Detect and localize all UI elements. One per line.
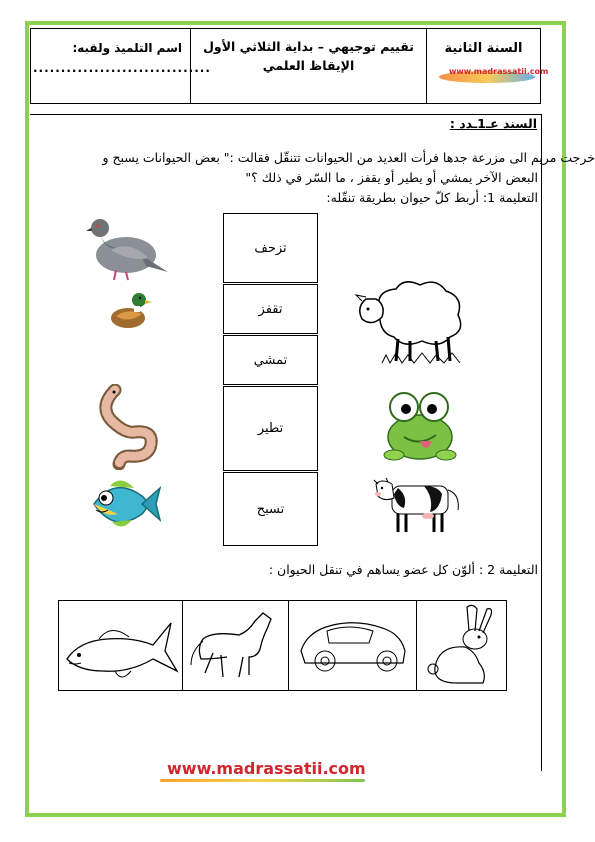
student-name-field[interactable]: ................................ bbox=[33, 61, 211, 75]
worm-image bbox=[95, 384, 163, 470]
fish-image bbox=[84, 474, 162, 536]
rabbit-outline bbox=[417, 601, 505, 690]
movement-box-walk[interactable]: تمشي bbox=[223, 335, 318, 385]
instruction-2: التعليمة 2 : ألوّن كل عضو يساهم في تنقل الحيوان : bbox=[268, 562, 538, 577]
subject-title: الإيقاظ العلمي bbox=[262, 58, 355, 73]
header-table bbox=[30, 28, 549, 104]
sanad-heading: السند عـ1ـدد : bbox=[449, 116, 537, 131]
frog-image bbox=[380, 385, 460, 465]
grade-cell bbox=[427, 29, 549, 103]
duck-image bbox=[106, 290, 152, 330]
sheep-image bbox=[352, 271, 470, 369]
movement-box-crawl[interactable]: تزحف bbox=[223, 213, 318, 283]
horse-outline bbox=[183, 601, 287, 690]
footer-site[interactable]: www.madrassatii.com bbox=[167, 759, 366, 778]
cow-image bbox=[372, 474, 468, 538]
rabbit-outline-cell[interactable] bbox=[417, 601, 506, 690]
pigeon-image bbox=[86, 210, 168, 282]
movement-box-swim[interactable]: تسبح bbox=[223, 472, 318, 546]
fish-outline bbox=[59, 601, 181, 690]
coloring-strip bbox=[58, 600, 507, 691]
horse-outline-cell[interactable] bbox=[183, 601, 289, 690]
margin-line bbox=[541, 114, 542, 771]
exam-title: تقييم توجيهي – بداية الثلاثي الأول bbox=[203, 39, 414, 54]
madrassatii-logo bbox=[439, 63, 549, 85]
student-name-label: اسم التلميذ ولقبه: bbox=[72, 41, 182, 55]
paragraph-line-2: البعض الآخر يمشي أو يطير أو يقفز ، ما السّر في ذلك ؟" bbox=[245, 170, 538, 185]
movement-box-jump[interactable]: تقفز bbox=[223, 284, 318, 334]
divider-line bbox=[30, 114, 541, 115]
movement-box-fly[interactable]: تطير bbox=[223, 386, 318, 471]
paragraph-line-1: خرجت مريم الى مزرعة جدها فرأت العديد من الحيوانات تتنقّل فقالت :" بعض الحيوانات يسبح و bbox=[102, 150, 595, 165]
car-outline-cell[interactable] bbox=[289, 601, 417, 690]
car-outline bbox=[289, 601, 415, 690]
footer-underline bbox=[160, 779, 365, 782]
fish-outline-cell[interactable] bbox=[59, 601, 183, 690]
logo-text: www.madrassatii.com bbox=[449, 67, 549, 76]
grade-label: السنة الثانية bbox=[444, 41, 523, 56]
instruction-1: التعليمة 1: أربط كلّ حيوان بطريقة تنقّله: bbox=[326, 190, 538, 205]
title-cell bbox=[191, 29, 427, 103]
student-name-cell bbox=[31, 29, 211, 103]
